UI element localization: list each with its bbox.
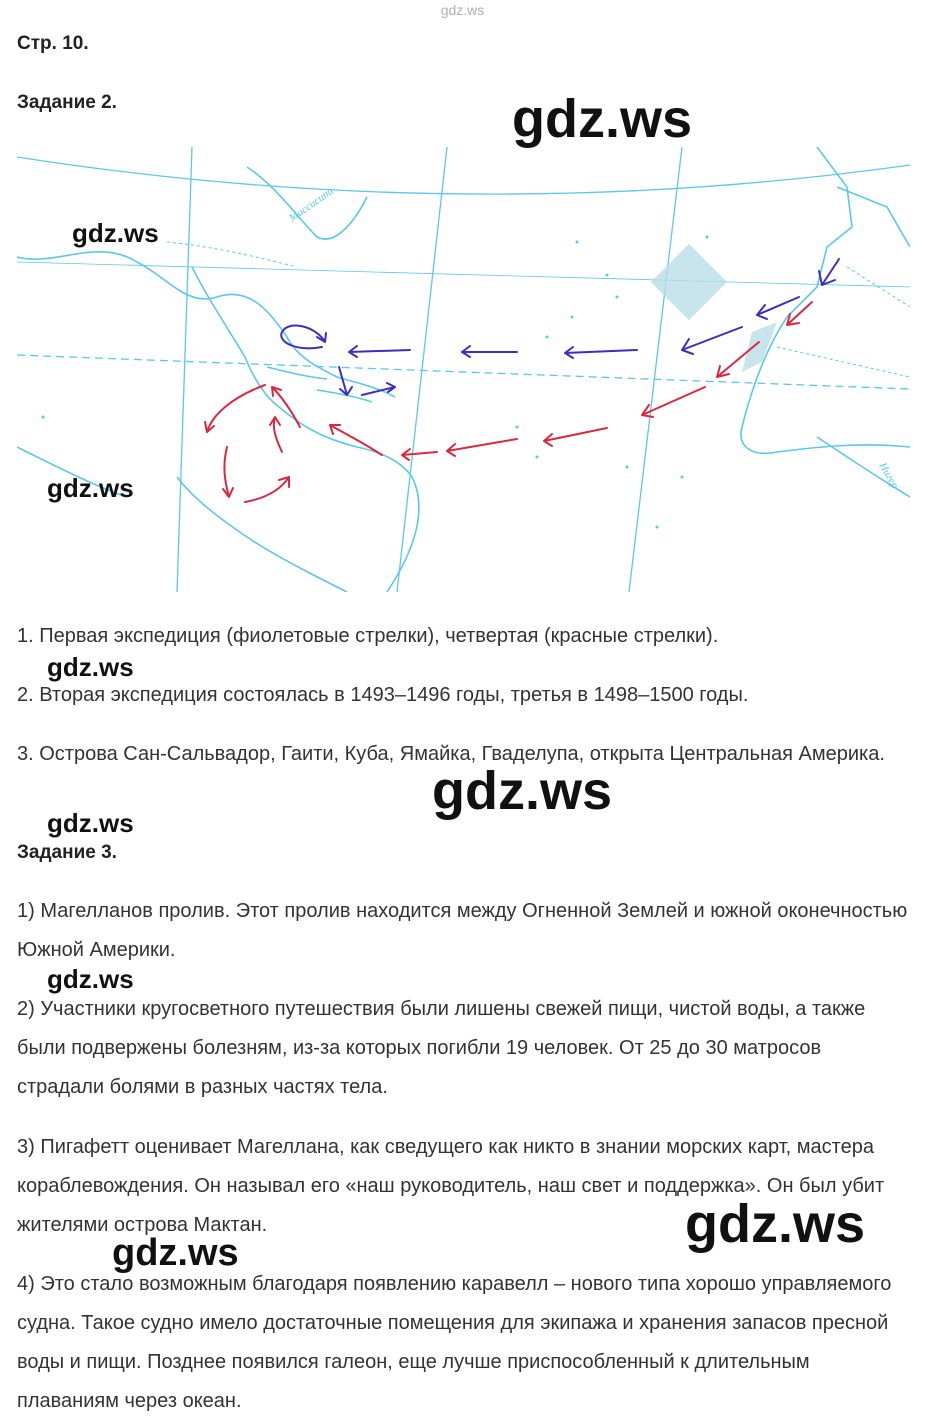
columbus-routes-map bbox=[17, 147, 910, 592]
shaded-island bbox=[742, 322, 777, 372]
purple-arrow bbox=[462, 346, 517, 357]
map-dots bbox=[42, 236, 709, 529]
red-arrow bbox=[270, 417, 282, 452]
purple-arrow bbox=[819, 259, 839, 285]
task3-heading: Задание 3. bbox=[17, 842, 117, 863]
purple-arrow bbox=[565, 347, 637, 358]
red-arrow bbox=[245, 477, 289, 502]
red-arrow bbox=[544, 428, 607, 446]
task2-heading: Задание 2. bbox=[17, 92, 117, 113]
red-arrow bbox=[402, 449, 437, 460]
river-label-north: Миссисипи bbox=[286, 185, 336, 225]
task3-answer-1: 1) Магелланов пролив. Этот пролив находится между Огненной Землей и южной оконечностью Южной Америки. bbox=[17, 900, 908, 961]
river-label-africa: Нигер bbox=[876, 460, 901, 491]
watermark: gdz.ws bbox=[112, 1232, 239, 1274]
watermark: gdz.ws bbox=[685, 1194, 866, 1254]
map-graticule bbox=[17, 147, 910, 592]
red-arrow bbox=[447, 439, 517, 456]
watermark: gdz.ws bbox=[512, 89, 693, 149]
watermark: gdz.ws bbox=[47, 964, 134, 994]
watermark: gdz.ws bbox=[432, 761, 613, 821]
task2-answer-2: 2. Вторая экспедиция состоялась в 1493–1496 годы, третья в 1498–1500 годы. bbox=[17, 684, 749, 706]
purple-arrow bbox=[757, 297, 799, 319]
task3-answer-3: 3) Пигафетт оценивает Магеллана, как сведущего как никто в знании морских карт, мастера кораблевождения. Он называл его «наш руководитель, наш свет и поддержка». Он был убит жителями острова Мактан. bbox=[17, 1136, 885, 1236]
red-route bbox=[205, 302, 812, 502]
purple-loop-arrow bbox=[281, 325, 326, 348]
red-arrow bbox=[223, 447, 233, 497]
purple-arrow bbox=[682, 327, 742, 354]
page-label: Стр. 10. bbox=[17, 33, 89, 54]
task2-answer-1: 1. Первая экспедиция (фиолетовые стрелки), четвертая (красные стрелки). bbox=[17, 625, 719, 647]
watermark: gdz.ws bbox=[47, 808, 134, 838]
watermark: gdz.ws bbox=[47, 473, 134, 503]
red-arrow bbox=[330, 425, 382, 455]
red-arrow bbox=[205, 385, 265, 432]
borders bbox=[167, 242, 910, 377]
site-watermark-top: gdz.ws bbox=[440, 2, 485, 18]
watermark: gdz.ws bbox=[47, 652, 134, 682]
task2-answer-3: 3. Острова Сан-Сальвадор, Гаити, Куба, Ямайка, Гваделупа, открыта Центральная Америка. bbox=[17, 743, 885, 765]
purple-arrow bbox=[349, 346, 410, 357]
task3-answer-4: 4) Это стало возможным благодаря появлению каравелл – нового типа хорошо управляемого судна. Такое судно имело достаточные помещения для экипажа и хранения запасов пресной воды и пищи. Позднее появился галеон, еще лучше приспособленный к длительным плаваниям через океан. bbox=[17, 1273, 892, 1412]
red-arrow bbox=[272, 387, 300, 427]
coastline bbox=[17, 147, 910, 592]
watermark: gdz.ws bbox=[72, 218, 159, 248]
purple-route bbox=[281, 259, 839, 395]
task3-answer-2: 2) Участники кругосветного путешествия были лишены свежей пищи, чистой воды, а также были подвержены болезням, из-за которых погибли 19 человек. От 25 до 30 матросов страдали болями в разных частях тела. bbox=[17, 998, 866, 1098]
